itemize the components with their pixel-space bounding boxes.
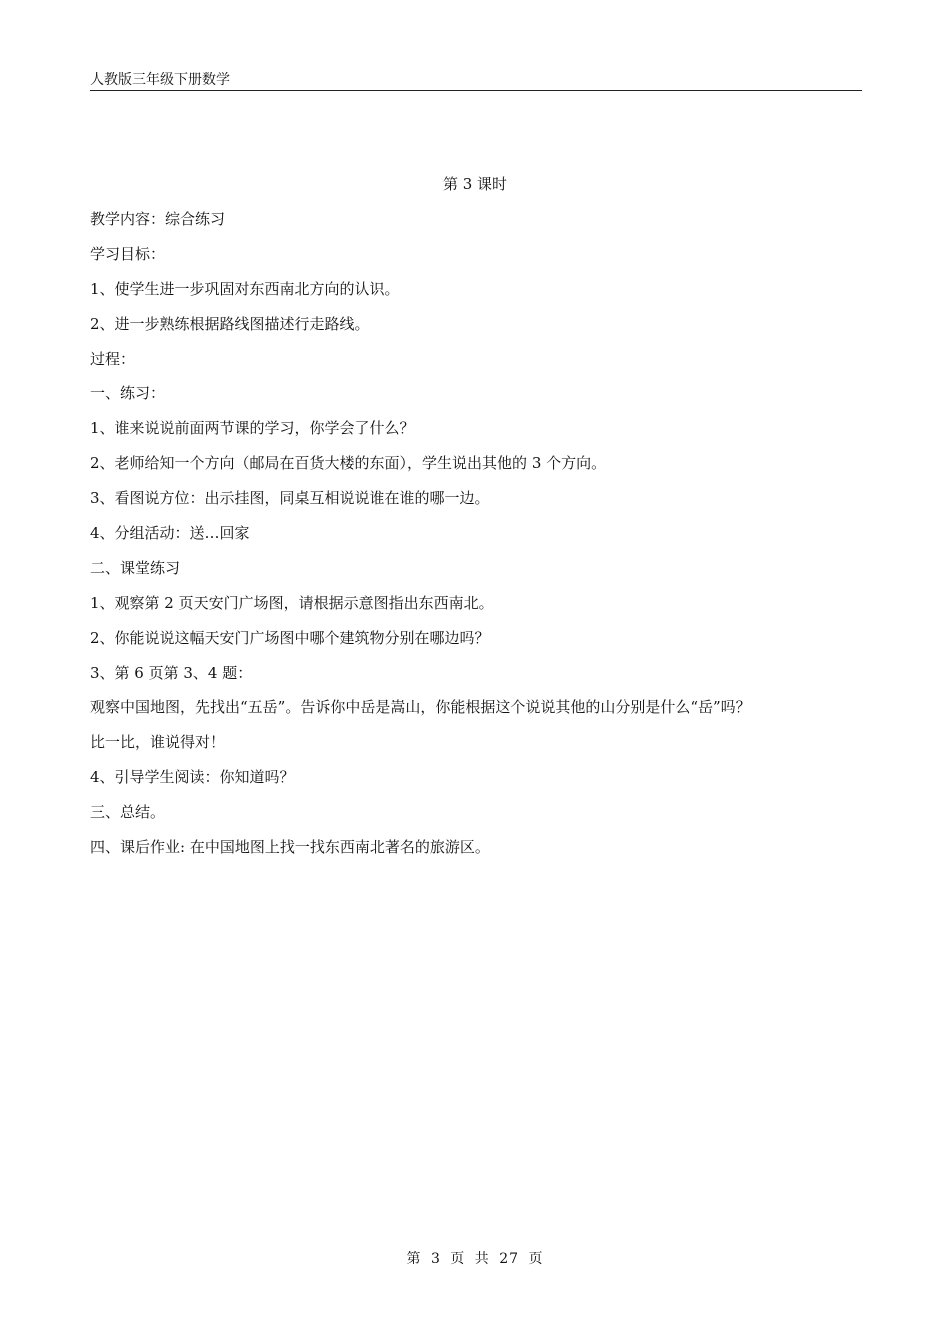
section-heading-class-practice: 二、课堂练习 xyxy=(90,558,181,577)
process-heading: 过程： xyxy=(90,349,136,368)
class-practice-item-1: 1、观察第 2 页天安门广场图，请根据示意图指出东西南北。 xyxy=(90,593,494,612)
page-header xyxy=(90,70,862,91)
objectives-heading: 学习目标： xyxy=(90,244,166,263)
objective-item-2: 2、进一步熟练根据路线图描述行走路线。 xyxy=(90,314,370,333)
practice-item-3: 3、看图说方位：出示挂图，同桌互相说说谁在谁的哪一边。 xyxy=(90,489,490,508)
document-body xyxy=(90,207,870,870)
header-title: 人教版三年级下册数学 xyxy=(90,72,230,88)
lesson-title: 第 3 课时 xyxy=(442,175,508,193)
teaching-content-line: 教学内容：综合练习 xyxy=(90,210,226,228)
page-number-footer: 第 3 页 共 27 页 xyxy=(406,1251,544,1267)
section-heading-summary: 三、总结。 xyxy=(90,803,166,822)
compare-line: 比一比，谁说得对！ xyxy=(90,733,226,752)
class-practice-item-4: 4、引导学生阅读：你知道吗？ xyxy=(90,768,295,787)
class-practice-item-2: 2、你能说说这幅天安门广场图中哪个建筑物分别在哪边吗？ xyxy=(90,628,490,647)
practice-item-1: 1、谁来说说前面两节课的学习，你学会了什么？ xyxy=(90,419,415,438)
section-heading-homework: 四、课后作业: 在中国地图上找一找东西南北著名的旅游区。 xyxy=(90,838,490,857)
objective-item-1: 1、使学生进一步巩固对东西南北方向的认识。 xyxy=(90,279,400,298)
section-heading-practice: 一、练习： xyxy=(90,384,166,403)
practice-item-4: 4、分组活动：送…回家 xyxy=(90,524,250,543)
class-practice-item-3: 3、第 6 页第 3、4 题： xyxy=(90,663,253,682)
map-activity-paragraph: 观察中国地图，先找出“五岳”。告诉你中岳是嵩山，你能根据这个说说其他的山分别是什么“岳”吗？ xyxy=(90,698,751,717)
practice-item-2: 2、老师给知一个方向（邮局在百货大楼的东面），学生说出其他的 3 个方向。 xyxy=(90,454,607,473)
